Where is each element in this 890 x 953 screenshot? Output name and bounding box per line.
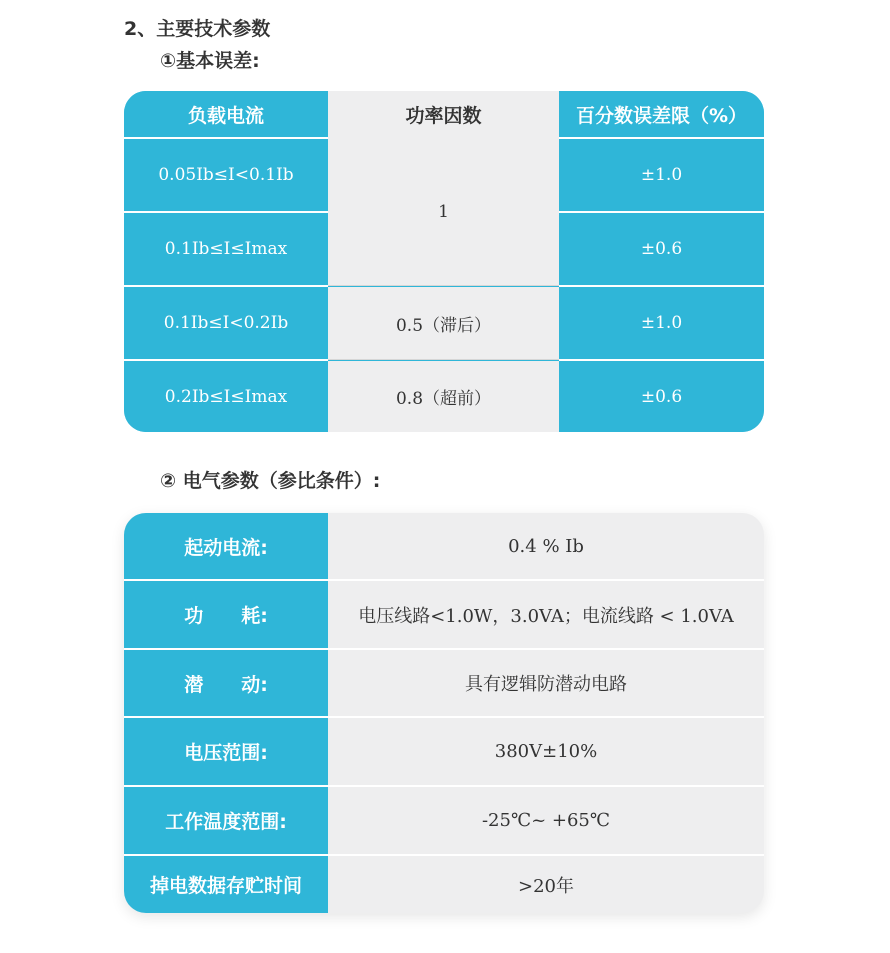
current-cell: 0.1Ib≤I<0.2Ib	[124, 287, 328, 359]
subsection-basic-error: ①基本误差:	[160, 50, 260, 72]
header-power-factor: 功率因数	[328, 91, 559, 137]
param-value: 电压线路<1.0W，3.0VA；电流线路 < 1.0VA	[358, 605, 734, 627]
error-cell: ±0.6	[559, 213, 764, 285]
param-value: 具有逻辑防潜动电路	[465, 674, 627, 695]
row-divider	[328, 359, 559, 360]
row-divider	[124, 854, 764, 856]
row-divider	[124, 137, 328, 139]
error-cell: ±1.0	[559, 287, 764, 359]
param-label: 功 耗:	[124, 581, 328, 648]
row-divider	[559, 285, 764, 287]
current-cell: 0.1Ib≤I≤Imax	[124, 213, 328, 285]
param-label: 潜 动:	[124, 650, 328, 716]
subsection-electrical-params: ② 电气参数（参比条件）:	[160, 470, 381, 492]
header-load-current: 负载电流	[124, 91, 328, 137]
row-divider	[124, 359, 328, 361]
row-divider	[124, 285, 328, 287]
param-value: >20年	[518, 875, 574, 897]
header-error-limit: 百分数误差限（%）	[559, 91, 764, 137]
pf-cell: 0.5（滞后）	[328, 287, 559, 359]
param-label: 起动电流:	[124, 513, 328, 579]
current-cell: 0.2Ib≤I≤Imax	[124, 361, 328, 432]
param-label: 掉电数据存贮时间	[124, 856, 328, 913]
param-value: 0.4 % Ib	[508, 535, 584, 557]
row-divider	[328, 285, 559, 286]
section-title: 2、主要技术参数	[124, 18, 271, 40]
pf-cell: 0.8（超前）	[328, 361, 559, 432]
row-divider	[124, 579, 764, 581]
row-divider	[559, 137, 764, 139]
row-divider	[124, 785, 764, 787]
row-divider	[124, 716, 764, 718]
row-divider	[124, 211, 328, 213]
error-cell: ±1.0	[559, 139, 764, 211]
row-divider	[559, 211, 764, 213]
param-value: 380V±10%	[494, 741, 598, 762]
pf-cell: 1	[328, 137, 559, 286]
basic-error-table	[124, 91, 764, 432]
row-divider	[559, 359, 764, 361]
row-divider	[124, 648, 764, 650]
param-label: 工作温度范围:	[124, 787, 328, 854]
param-label: 电压范围:	[124, 718, 328, 785]
current-cell: 0.05Ib≤I<0.1Ib	[124, 139, 328, 211]
error-cell: ±0.6	[559, 361, 764, 432]
electrical-params-table	[124, 513, 764, 913]
param-value: -25℃~ +65℃	[481, 810, 611, 831]
